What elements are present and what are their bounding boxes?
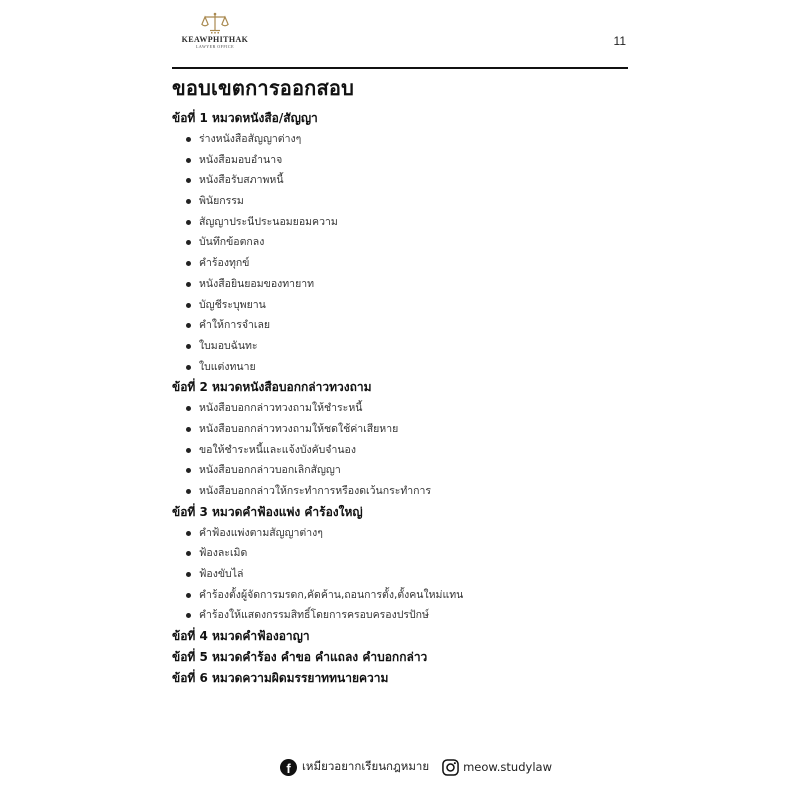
list-item	[172, 357, 628, 378]
bullet-icon	[186, 240, 191, 245]
page-footer	[280, 756, 552, 778]
list-item-text: ฟ้องละเมิด	[199, 547, 248, 560]
section-heading: ข้อที่ 2 หมวดหนังสือบอกกล่าวทวงถาม	[172, 380, 372, 395]
bullet-icon	[186, 489, 191, 494]
instagram-icon[interactable]	[442, 759, 459, 776]
header-divider	[172, 67, 628, 69]
list-item	[172, 315, 628, 336]
bullet-icon	[186, 137, 191, 142]
list-item-text: หนังสือรับสภาพหนี้	[199, 174, 284, 187]
list-item	[172, 398, 628, 419]
list-item-text: ฟ้องขับไล่	[199, 568, 244, 581]
list-item	[172, 212, 628, 233]
logo	[172, 12, 258, 54]
list-item-text: หนังสือบอกกล่าวทวงถามให้ชำระหนี้	[199, 402, 363, 415]
list-item-text: คำร้องตั้งผู้จัดการมรดก,คัดค้าน,ถอนการตั้ง,ตั้งคนใหม่แทน	[199, 588, 464, 601]
bullet-icon	[186, 613, 191, 618]
section-item-list	[172, 523, 628, 626]
list-item	[172, 460, 628, 481]
list-item	[172, 170, 628, 191]
list-item-text: บัญชีระบุพยาน	[199, 298, 266, 311]
list-item-text: คำให้การจำเลย	[199, 319, 271, 332]
page-header	[172, 12, 628, 56]
bullet-icon	[186, 261, 191, 266]
bullet-icon	[186, 220, 191, 225]
bullet-icon	[186, 406, 191, 411]
list-item-text: สัญญาประนีประนอมยอมความ	[199, 215, 338, 228]
page-number: 11	[613, 34, 626, 48]
bullet-icon	[186, 158, 191, 163]
list-item-text: ใบมอบฉันทะ	[199, 339, 258, 352]
bullet-icon	[186, 365, 191, 370]
bullet-icon	[186, 344, 191, 349]
bullet-icon	[186, 593, 191, 598]
list-item	[172, 150, 628, 171]
logo-name: KEAWPHITHAK	[181, 35, 249, 44]
list-item-text: ใบแต่งทนาย	[199, 360, 256, 373]
list-item	[172, 523, 628, 544]
list-item	[172, 191, 628, 212]
document-page	[172, 0, 628, 800]
logo-subtitle: LAWYER OFFICE	[195, 44, 235, 49]
bullet-icon	[186, 427, 191, 432]
section-heading: ข้อที่ 5 หมวดคำร้อง คำขอ คำแถลง คำบอกกล่าว	[172, 650, 428, 665]
bullet-icon	[186, 531, 191, 536]
bullet-icon	[186, 323, 191, 328]
list-item-text: หนังสือบอกกล่าวบอกเลิกสัญญา	[199, 464, 341, 477]
bullet-icon	[186, 199, 191, 204]
list-item-text: หนังสือบอกกล่าวให้กระทำการหรืองดเว้นกระทำการ	[199, 485, 432, 497]
section-heading: ข้อที่ 1 หมวดหนังสือ/สัญญา	[172, 111, 318, 125]
bullet-icon	[186, 468, 191, 473]
list-item-text: ร่างหนังสือสัญญาต่างๆ	[199, 133, 302, 145]
list-item	[172, 585, 628, 606]
bullet-icon	[186, 303, 191, 308]
list-item	[172, 440, 628, 461]
facebook-page-name[interactable]: เหมียวอยากเรียนกฎหมาย	[302, 759, 430, 773]
list-item	[172, 336, 628, 357]
section-item-list	[172, 398, 628, 501]
bullet-icon	[186, 448, 191, 453]
list-item-text: คำร้องทุกข์	[199, 257, 250, 270]
section-heading: ข้อที่ 4 หมวดคำฟ้องอาญา	[172, 629, 310, 644]
list-item-text: หนังสือยินยอมของทายาท	[199, 277, 315, 290]
facebook-icon[interactable]: f	[280, 759, 297, 776]
exam-scope-sections	[172, 108, 628, 689]
list-item	[172, 419, 628, 440]
section-item-list	[172, 129, 628, 377]
list-item	[172, 129, 628, 150]
bullet-icon	[186, 551, 191, 556]
instagram-handle[interactable]: meow.studylaw	[463, 760, 552, 774]
list-item	[172, 564, 628, 585]
list-item-text: หนังสือบอกกล่าวทวงถามให้ชดใช้ค่าเสียหาย	[199, 422, 399, 435]
page-title: ขอบเขตการออกสอบ	[172, 76, 355, 100]
list-item	[172, 295, 628, 316]
list-item	[172, 543, 628, 564]
list-item	[172, 481, 628, 502]
section-heading: ข้อที่ 6 หมวดความผิดมรรยาททนายความ	[172, 671, 389, 686]
list-item-text: บันทึกข้อตกลง	[199, 236, 265, 249]
section-heading: ข้อที่ 3 หมวดคำฟ้องแพ่ง คำร้องใหญ่	[172, 504, 363, 519]
scales-of-justice-icon	[200, 12, 230, 34]
bullet-icon	[186, 282, 191, 287]
list-item-text: คำฟ้องแพ่งตามสัญญาต่างๆ	[199, 526, 323, 539]
list-item-text: หนังสือมอบอำนาจ	[199, 153, 283, 166]
list-item-text: คำร้องให้แสดงกรรมสิทธิ์โดยการครอบครองปรปักษ์	[199, 609, 429, 622]
list-item	[172, 274, 628, 295]
bullet-icon	[186, 178, 191, 183]
list-item	[172, 605, 628, 626]
list-item-text: พินัยกรรม	[199, 195, 244, 208]
list-item-text: ขอให้ชำระหนี้และแจ้งบังคับจำนอง	[199, 443, 356, 456]
bullet-icon	[186, 572, 191, 577]
list-item	[172, 232, 628, 253]
list-item	[172, 253, 628, 274]
